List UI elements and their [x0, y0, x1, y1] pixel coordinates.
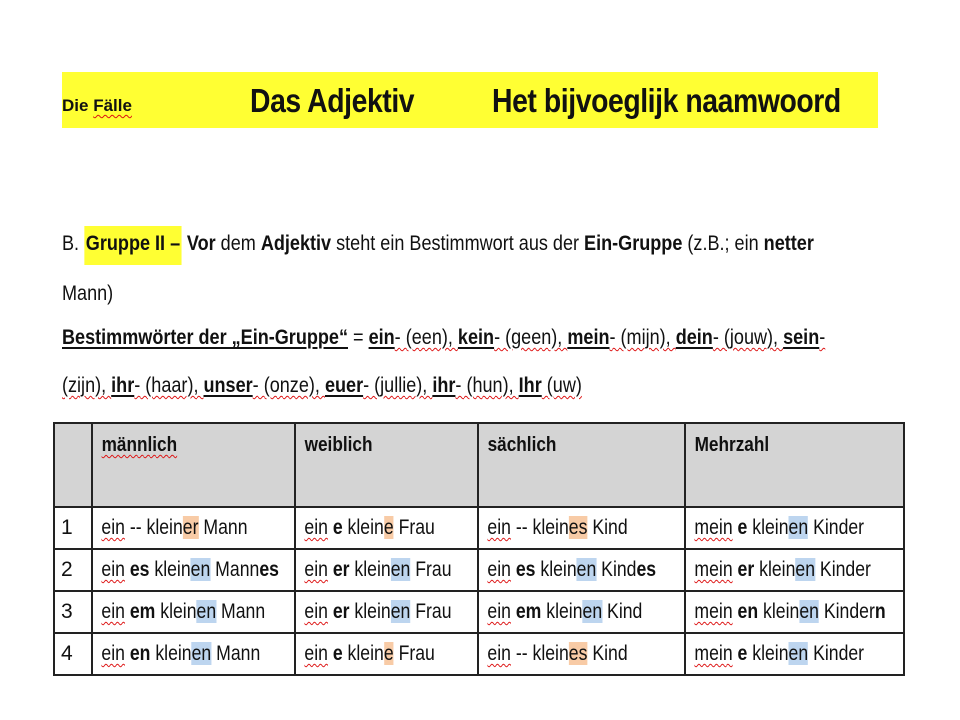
- banner-label-text: Die Fälle: [62, 96, 132, 115]
- table-cell: [92, 549, 295, 591]
- table-cell: [478, 507, 685, 549]
- phrase-segment: Frau: [410, 558, 452, 581]
- cell-phrase: [296, 642, 448, 666]
- adjective-ending: en: [196, 600, 217, 623]
- title-german: Das Adjektiv: [250, 82, 415, 119]
- case-number: 2: [54, 549, 92, 591]
- determiner-word: kein: [457, 326, 495, 349]
- phrase-segment: klein: [754, 558, 796, 581]
- table-row: [54, 507, 904, 549]
- phrase-segment: klein: [758, 600, 800, 623]
- phrase-segment: Kinder: [815, 558, 871, 581]
- determiner-translation: - (jouw),: [712, 326, 784, 349]
- determiner-word: dein: [675, 326, 713, 349]
- table-cell: [685, 549, 904, 591]
- phrase-segment: klein: [155, 600, 197, 623]
- article-ending: em: [510, 600, 542, 623]
- table-cell: [478, 633, 685, 675]
- determiner-word: Ihr: [518, 374, 542, 397]
- intro-text-1: dem: [215, 232, 261, 255]
- phrase-segment: klein: [150, 642, 192, 665]
- adjective-ending: er: [182, 516, 199, 539]
- case-number: 4: [54, 633, 92, 675]
- adjective-ending: es: [568, 516, 588, 539]
- article-ending: e: [732, 642, 748, 665]
- article-ending: es: [510, 558, 536, 581]
- intro-line-1: [62, 232, 814, 256]
- phrase-segment: ein: [101, 600, 125, 623]
- determiner-translation: - (een),: [394, 326, 458, 349]
- equals-sign: =: [348, 326, 369, 349]
- cell-phrase: [296, 558, 452, 582]
- title-banner: [62, 72, 878, 128]
- cell-phrase: [93, 642, 262, 666]
- declension-table: [53, 422, 905, 676]
- phrase-segment: Kind: [587, 642, 628, 665]
- table-cell: [295, 549, 478, 591]
- determiner-word: mein: [567, 326, 610, 349]
- cell-phrase: [479, 642, 651, 666]
- header-saechlich-label: sächlich: [487, 434, 557, 456]
- determiner-word: euer: [324, 374, 364, 397]
- phrase-segment: Kind: [602, 600, 643, 623]
- article-ending: en: [732, 600, 759, 623]
- phrase-segment: ein: [101, 642, 125, 665]
- table-cell: [685, 633, 904, 675]
- table-cell: [685, 591, 904, 633]
- table-cell: [685, 507, 904, 549]
- phrase-segment: Kinder: [808, 516, 865, 539]
- phrase-segment: ein: [304, 558, 328, 581]
- determiner-word: ein: [368, 326, 395, 349]
- article-ending: es: [636, 558, 657, 581]
- phrase-segment: Kinder: [818, 600, 875, 623]
- phrase-segment: klein: [541, 600, 583, 623]
- phrase-segment: Kinder: [808, 642, 865, 665]
- header-weiblich-label: weiblich: [304, 434, 373, 456]
- intro-vor: Vor: [186, 232, 216, 255]
- article-ending: en: [124, 642, 151, 665]
- header-maennlich: [92, 423, 295, 507]
- determiner-list-2: [111, 374, 582, 397]
- cell-phrase: [93, 600, 266, 624]
- intro-text-2: steht ein Bestimmwort aus der: [331, 232, 585, 255]
- phrase-segment: mein: [694, 558, 733, 581]
- phrase-segment: ein: [304, 516, 328, 539]
- article-ending: n: [874, 600, 886, 623]
- header-maennlich-label: männlich: [101, 434, 178, 456]
- phrase-segment: ein: [304, 642, 328, 665]
- phrase-segment: ein: [487, 642, 511, 665]
- phrase-segment: Mann: [210, 558, 260, 581]
- adjective-ending: en: [788, 516, 809, 539]
- cell-phrase: [479, 516, 651, 540]
- article-ending: es: [124, 558, 150, 581]
- intro-ein-gruppe: Ein-Gruppe: [584, 232, 683, 255]
- phrase-segment: Kind: [596, 558, 637, 581]
- table-row: [54, 549, 904, 591]
- determiner-translation: -: [819, 326, 826, 349]
- cell-phrase: [686, 516, 868, 540]
- determiner-word: unser: [203, 374, 253, 397]
- table-row: [54, 633, 904, 675]
- case-number: 3: [54, 591, 92, 633]
- banner-label: [62, 96, 132, 116]
- header-weiblich: [295, 423, 478, 507]
- determiner-translation: - (onze),: [252, 374, 325, 397]
- phrase-segment: Frau: [393, 516, 435, 539]
- line4-prefix: (zijn),: [62, 374, 112, 397]
- determiner-translation: - (mijn),: [609, 326, 676, 349]
- adjective-ending: es: [568, 642, 588, 665]
- table-cell: [92, 507, 295, 549]
- phrase-segment: ein: [101, 558, 125, 581]
- article-ending: em: [124, 600, 156, 623]
- determiner-translation: - (geen),: [494, 326, 568, 349]
- phrase-segment: Mann: [198, 516, 248, 539]
- phrase-segment: Mann: [211, 642, 261, 665]
- determiner-word: ihr: [111, 374, 135, 397]
- phrase-segment: klein: [342, 516, 384, 539]
- table-cell: [295, 507, 478, 549]
- phrase-segment: mein: [694, 642, 733, 665]
- table-cell: [295, 633, 478, 675]
- phrase-segment: klein: [349, 600, 391, 623]
- table-row: [54, 591, 904, 633]
- intro-text-3: (z.B.; ein: [682, 232, 764, 255]
- cell-phrase: [296, 516, 448, 540]
- determiner-list-1: [369, 326, 826, 349]
- phrase-segment: ein: [304, 600, 328, 623]
- phrase-segment: klein: [747, 642, 789, 665]
- adjective-ending: e: [383, 516, 394, 539]
- intro-netter: netter: [763, 232, 814, 255]
- adjective-ending: en: [576, 558, 597, 581]
- determiners-line-2: [62, 374, 582, 398]
- phrase-segment: Frau: [410, 600, 452, 623]
- cell-phrase: [93, 558, 279, 582]
- section-letter: B.: [62, 232, 80, 255]
- intro-adjektiv: Adjektiv: [260, 232, 332, 255]
- header-mehrzahl: [685, 423, 904, 507]
- phrase-segment: ein: [487, 558, 511, 581]
- adjective-ending: en: [191, 642, 212, 665]
- phrase-segment: klein: [342, 642, 384, 665]
- phrase-segment: mein: [694, 516, 733, 539]
- determiner-translation: - (jullie),: [363, 374, 433, 397]
- table-header-row: [54, 423, 904, 507]
- determiners-line-1: [62, 326, 825, 350]
- adjective-ending: en: [190, 558, 211, 581]
- group-label: Gruppe II –: [84, 226, 182, 265]
- adjective-ending: en: [799, 600, 819, 623]
- table-cell: [92, 591, 295, 633]
- table-cell: [478, 549, 685, 591]
- table-body: [54, 507, 904, 675]
- title-dutch: Het bijvoeglijk naamwoord: [492, 82, 841, 119]
- phrase-segment: ein: [487, 516, 511, 539]
- phrase-segment: ein: [101, 516, 125, 539]
- phrase-segment: ein: [487, 600, 511, 623]
- header-corner: [54, 423, 92, 507]
- adjective-ending: en: [795, 558, 816, 581]
- cell-phrase: [479, 558, 657, 582]
- header-mehrzahl-label: Mehrzahl: [694, 434, 770, 456]
- cell-phrase: [479, 600, 651, 624]
- adjective-ending: en: [582, 600, 603, 623]
- cell-phrase: [686, 600, 886, 624]
- phrase-segment: Frau: [393, 642, 435, 665]
- adjective-ending: en: [390, 558, 411, 581]
- adjective-ending: en: [390, 600, 411, 623]
- article-ending: er: [327, 558, 350, 581]
- table-cell: [478, 591, 685, 633]
- phrase-segment: klein: [349, 558, 391, 581]
- article-ending: e: [327, 516, 343, 539]
- adjective-ending: en: [788, 642, 809, 665]
- article-ending: e: [327, 642, 343, 665]
- determiner-word: ihr: [432, 374, 456, 397]
- article-ending: er: [732, 558, 755, 581]
- phrase-segment: mein: [694, 600, 733, 623]
- phrase-segment: Mann: [216, 600, 266, 623]
- determiner-word: sein: [783, 326, 820, 349]
- article-ending: er: [327, 600, 350, 623]
- cell-phrase: [686, 558, 871, 582]
- table-cell: [295, 591, 478, 633]
- intro-line-2: [62, 282, 113, 306]
- article-ending: es: [259, 558, 279, 581]
- phrase-segment: klein: [149, 558, 191, 581]
- phrase-segment: -- klein: [510, 642, 569, 665]
- phrase-segment: -- klein: [510, 516, 569, 539]
- cell-phrase: [93, 516, 262, 540]
- phrase-segment: Kind: [587, 516, 628, 539]
- cell-phrase: [686, 642, 868, 666]
- determiners-heading: Bestimmwörter der „Ein-Gruppe“: [62, 326, 349, 349]
- case-number: 1: [54, 507, 92, 549]
- determiner-translation: (uw): [541, 374, 582, 397]
- header-saechlich: [478, 423, 685, 507]
- determiner-translation: - (hun),: [455, 374, 519, 397]
- phrase-segment: klein: [535, 558, 577, 581]
- determiner-translation: - (haar),: [134, 374, 204, 397]
- phrase-segment: -- klein: [124, 516, 183, 539]
- phrase-segment: klein: [747, 516, 789, 539]
- table-cell: [92, 633, 295, 675]
- intro-mann: Mann): [62, 282, 114, 305]
- adjective-ending: e: [383, 642, 394, 665]
- article-ending: e: [732, 516, 748, 539]
- cell-phrase: [296, 600, 452, 624]
